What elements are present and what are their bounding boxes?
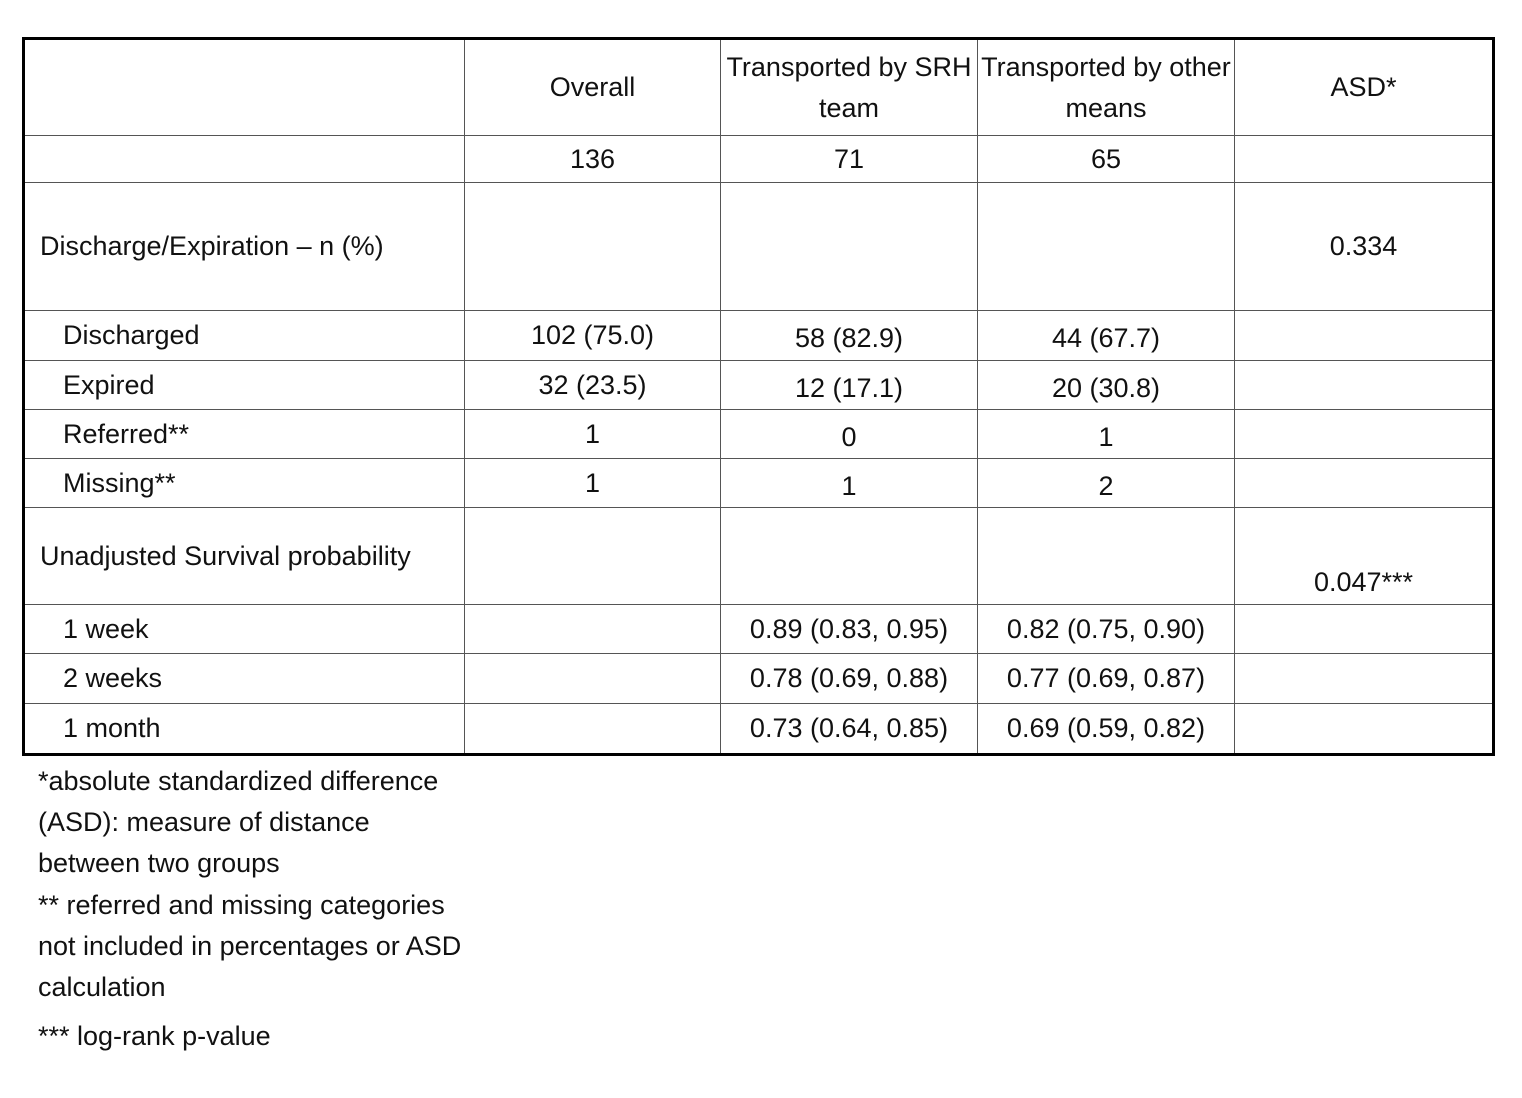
cell-asd	[1235, 361, 1494, 410]
header-overall: Overall	[465, 39, 721, 136]
footnotes	[38, 761, 468, 1057]
cell-srh: 0.89 (0.83, 0.95)	[721, 605, 978, 654]
table-row	[24, 605, 1494, 654]
cell-overall	[465, 654, 721, 704]
cell-overall: 32 (23.5)	[465, 361, 721, 410]
row-label: Discharged	[24, 311, 465, 361]
cell-overall	[465, 704, 721, 755]
table-row	[24, 361, 1494, 410]
table-row	[24, 508, 1494, 605]
row-label: 2 weeks	[24, 654, 465, 704]
cell-other: 0.77 (0.69, 0.87)	[978, 654, 1235, 704]
footnote-referred-missing: ** referred and missing categories not included in percentages or ASD calculation	[38, 889, 462, 1003]
n-srh: 71	[721, 136, 978, 183]
header-transported-srh: Transported by SRH team	[721, 39, 978, 136]
row-label: 1 month	[24, 704, 465, 755]
row-label: Expired	[24, 361, 465, 410]
cell-overall: 102 (75.0)	[465, 311, 721, 361]
n-row	[24, 136, 1494, 183]
cell-other: 1	[978, 410, 1235, 459]
cell-asd	[1235, 704, 1494, 755]
n-overall: 136	[465, 136, 721, 183]
cell-srh: 12 (17.1)	[721, 361, 978, 410]
cell-other: 44 (67.7)	[978, 311, 1235, 361]
header-row	[24, 39, 1494, 136]
row-label: Missing**	[24, 459, 465, 508]
cell-srh	[721, 508, 978, 605]
cell-overall: 1	[465, 459, 721, 508]
cell-overall	[465, 183, 721, 311]
cell-other: 2	[978, 459, 1235, 508]
cell-asd: 0.047***	[1235, 508, 1494, 605]
table-row	[24, 704, 1494, 755]
cell-srh: 58 (82.9)	[721, 311, 978, 361]
cell-overall: 1	[465, 410, 721, 459]
cell-asd	[1235, 311, 1494, 361]
cell-other	[978, 508, 1235, 605]
n-asd	[1235, 136, 1494, 183]
header-asd: ASD*	[1235, 39, 1494, 136]
cell-other	[978, 183, 1235, 311]
cell-asd	[1235, 410, 1494, 459]
table-row	[24, 311, 1494, 361]
cell-asd	[1235, 605, 1494, 654]
n-label	[24, 136, 465, 183]
cell-overall	[465, 508, 721, 605]
results-table	[22, 37, 1495, 756]
cell-srh: 1	[721, 459, 978, 508]
row-label: Referred**	[24, 410, 465, 459]
row-label: Discharge/Expiration – n (%)	[24, 183, 465, 311]
cell-asd: 0.334	[1235, 183, 1494, 311]
cell-overall	[465, 605, 721, 654]
cell-other: 0.69 (0.59, 0.82)	[978, 704, 1235, 755]
footnote-logrank: *** log-rank p-value	[38, 1021, 271, 1052]
header-cell-empty	[24, 39, 465, 136]
table-row	[24, 459, 1494, 508]
row-label: 1 week	[24, 605, 465, 654]
cell-srh: 0.73 (0.64, 0.85)	[721, 704, 978, 755]
header-transported-other: Transported by other means	[978, 39, 1235, 136]
cell-srh	[721, 183, 978, 311]
cell-srh: 0	[721, 410, 978, 459]
table-row	[24, 410, 1494, 459]
cell-srh: 0.78 (0.69, 0.88)	[721, 654, 978, 704]
table-row	[24, 183, 1494, 311]
cell-asd	[1235, 654, 1494, 704]
cell-asd	[1235, 459, 1494, 508]
cell-other: 20 (30.8)	[978, 361, 1235, 410]
footnote-asd: *absolute standardized difference (ASD): measure of distance between two groups	[38, 766, 439, 879]
n-other: 65	[978, 136, 1235, 183]
row-label: Unadjusted Survival probability	[24, 508, 465, 605]
table-row	[24, 654, 1494, 704]
cell-other: 0.82 (0.75, 0.90)	[978, 605, 1235, 654]
